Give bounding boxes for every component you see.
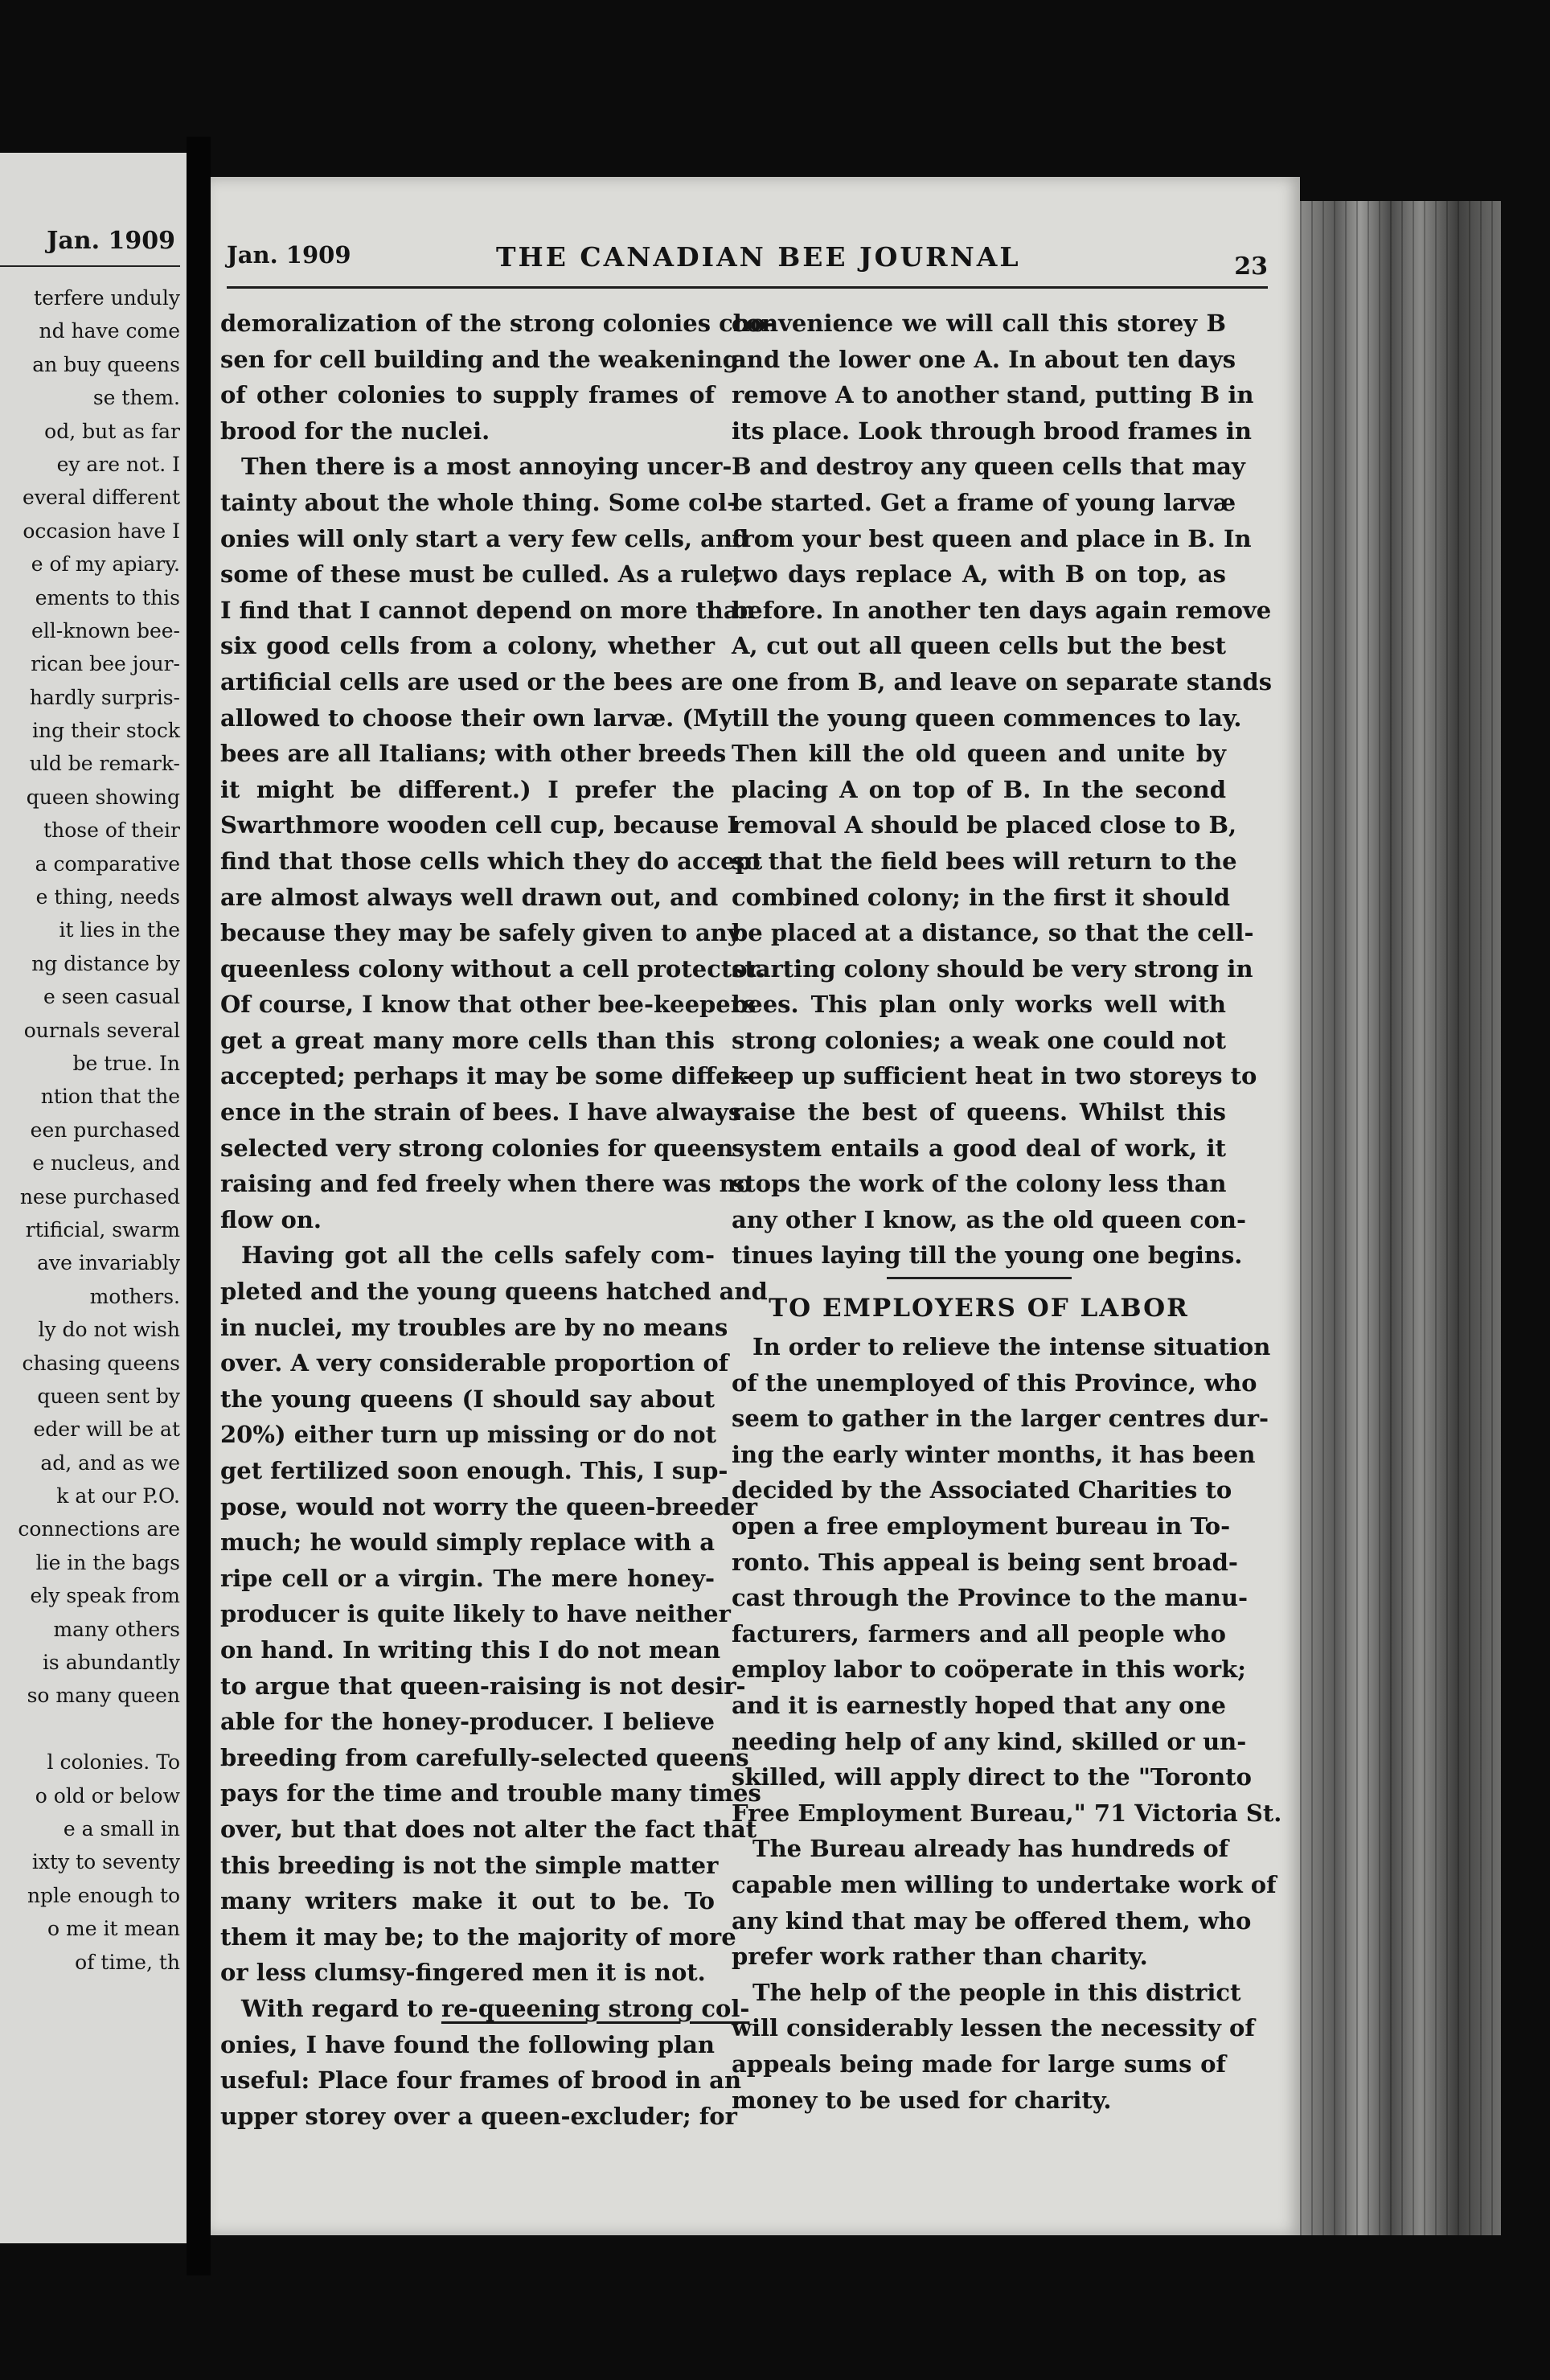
- text-line: because they may be safely given to any: [220, 919, 741, 947]
- text-line: placing A on top of B. In the second: [732, 775, 1226, 803]
- text-line: employ labor to coöperate in this work;: [732, 1656, 1246, 1684]
- text-line: breeding from carefully-selected queens: [220, 1743, 749, 1771]
- previous-page-line: queen sent by: [37, 1384, 180, 1408]
- text-line: some of these must be culled. As a rule,: [220, 560, 742, 589]
- previous-page-line: nd have come: [39, 319, 180, 343]
- text-line: starting colony should be very strong in: [732, 954, 1253, 983]
- previous-page-line: ad, and as we: [40, 1451, 180, 1475]
- text-line: will considerably lessen the necessity of: [732, 2014, 1255, 2042]
- text-line: remove A to another stand, putting B in: [732, 381, 1254, 409]
- text-line: With regard to re-queening strong col-: [241, 1994, 750, 2022]
- previous-page-line: queen showing: [26, 785, 180, 809]
- text-line: onies, I have found the following plan: [220, 2030, 715, 2058]
- text-line: system entails a good deal of work, it: [732, 1134, 1226, 1162]
- previous-page-line: ements to this: [35, 585, 180, 609]
- header-rule: [227, 286, 1268, 289]
- previous-page-line: rican bee jour-: [31, 652, 180, 676]
- text-line: raise the best of queens. Whilst this: [732, 1098, 1226, 1126]
- text-line: The Bureau already has hundreds of: [752, 1835, 1229, 1863]
- previous-page-line: nple enough to: [27, 1883, 180, 1907]
- text-line: convenience we will call this storey B: [732, 310, 1226, 337]
- previous-page-line: ave invariably: [37, 1251, 180, 1275]
- text-line: ripe cell or a virgin. The mere honey-: [220, 1564, 715, 1592]
- text-line: to argue that queen-raising is not desir-: [220, 1672, 746, 1700]
- text-line: onies will only start a very few cells, and: [220, 524, 749, 552]
- text-line: and it is earnestly hoped that any one: [732, 1691, 1226, 1719]
- text-line: Having got all the cells safely com-: [241, 1241, 715, 1270]
- text-line: pose, would not worry the queen-breeder: [220, 1492, 757, 1520]
- text-line: Then there is a most annoying uncer-: [241, 453, 732, 481]
- text-line: I find that I cannot depend on more than: [220, 596, 756, 624]
- previous-page-line: ely speak from: [30, 1584, 180, 1608]
- previous-page-line: ing their stock: [32, 719, 180, 743]
- text-line: open a free employment bureau in To-: [732, 1512, 1231, 1540]
- text-line: brood for the nuclei.: [220, 416, 490, 445]
- text-line: tinues laying till the young one begins.: [732, 1241, 1243, 1270]
- text-line: of the unemployed of this Province, who: [732, 1368, 1257, 1397]
- previous-page-line: many others: [53, 1617, 180, 1641]
- text-line: skilled, will apply direct to the "Toronto: [732, 1763, 1252, 1791]
- previous-page-line: ntion that the: [40, 1085, 180, 1109]
- text-line: keep up sufficient heat in two storeys to: [732, 1062, 1257, 1090]
- page-number: 23: [1234, 252, 1268, 281]
- journal-page: [211, 177, 1300, 2235]
- section-divider: [887, 1277, 1072, 1279]
- text-line: strong colonies; a weak one could not: [732, 1026, 1226, 1054]
- text-line: any other I know, as the old queen con-: [732, 1205, 1246, 1233]
- text-line: flow on.: [220, 1205, 322, 1233]
- previous-page-line: of time, th: [75, 1950, 180, 1974]
- text-line: selected very strong colonies for queen-: [220, 1134, 744, 1162]
- previous-page-line: it lies in the: [59, 918, 180, 942]
- previous-page-line: an buy queens: [32, 352, 180, 376]
- text-line: useful: Place four frames of brood in an: [220, 2066, 742, 2095]
- previous-page-line: l colonies. To: [47, 1750, 180, 1775]
- text-line: so that the field bees will return to the: [732, 847, 1237, 875]
- text-line: till the young queen commences to lay.: [732, 704, 1242, 732]
- previous-page-line: e seen casual: [43, 985, 180, 1009]
- text-line: six good cells from a colony, whether: [220, 632, 715, 660]
- previous-page-line: so many queen: [27, 1684, 180, 1708]
- text-line: and the lower one A. In about ten days: [732, 345, 1236, 373]
- previous-page-line: e a small in: [63, 1816, 180, 1840]
- previous-page-line: be true. In: [72, 1051, 180, 1075]
- text-line: appeals being made for large sums of: [732, 2050, 1226, 2078]
- text-line: cast through the Province to the manu-: [732, 1584, 1249, 1612]
- previous-page-line: [0, 1713, 180, 1746]
- previous-page-line: o me it mean: [47, 1917, 180, 1941]
- previous-page-line: everal different: [23, 486, 180, 510]
- book-page-edges: [1300, 201, 1501, 2235]
- text-line: in nuclei, my troubles are by no means: [220, 1313, 728, 1341]
- text-line: demoralization of the strong colonies cho-: [220, 310, 776, 337]
- text-line: be started. Get a frame of young larvæ: [732, 488, 1236, 516]
- previous-page-header: Jan. 1909: [47, 227, 175, 255]
- text-line: accepted; perhaps it may be some differ-: [220, 1062, 752, 1090]
- previous-page-line: terfere unduly: [34, 286, 180, 310]
- text-line: The help of the people in this district: [752, 1978, 1241, 2006]
- text-line: artificial cells are used or the bees are: [220, 667, 724, 696]
- text-line: 20%) either turn up missing or do not: [220, 1421, 716, 1449]
- previous-page-line: k at our P.O.: [56, 1484, 180, 1508]
- text-line: allowed to choose their own larvæ. (My: [220, 704, 732, 732]
- running-head: [211, 241, 1300, 281]
- text-line: them it may be; to the majority of more: [220, 1922, 736, 1951]
- text-line: Then kill the old queen and unite by: [732, 740, 1226, 768]
- text-line: of other colonies to supply frames of: [220, 381, 715, 409]
- text-line: removal A should be placed close to B,: [732, 811, 1237, 839]
- previous-page-line: ey are not. I: [56, 452, 180, 476]
- text-line: upper storey over a queen-excluder; for: [220, 2102, 737, 2130]
- text-line: seem to gather in the larger centres dur-: [732, 1405, 1269, 1433]
- text-line: over. A very considerable proportion of: [220, 1349, 729, 1377]
- previous-page-line: o old or below: [35, 1783, 180, 1808]
- text-line: two days replace A, with B on top, as: [732, 560, 1226, 589]
- text-line: are almost always well drawn out, and: [220, 883, 719, 911]
- previous-page-line: mothers.: [89, 1284, 180, 1308]
- previous-page-line: those of their: [43, 819, 180, 843]
- text-line: many writers make it out to be. To: [220, 1887, 715, 1915]
- previous-page-line: ng distance by: [31, 951, 180, 975]
- previous-page-line: uld be remark-: [29, 752, 180, 776]
- text-line: over, but that does not alter the fact that: [220, 1815, 757, 1843]
- text-line: get fertilized soon enough. This, I sup-: [220, 1457, 728, 1484]
- text-line: from your best queen and place in B. In: [732, 524, 1252, 552]
- text-line: prefer work rather than charity.: [732, 1943, 1148, 1971]
- text-line: find that those cells which they do accept: [220, 847, 763, 875]
- text-line: on hand. In writing this I do not mean: [220, 1635, 721, 1664]
- text-line: raising and fed freely when there was no: [220, 1170, 752, 1198]
- section-heading: TO EMPLOYERS OF LABOR: [769, 1294, 1189, 1323]
- text-line: decided by the Associated Charities to: [732, 1476, 1232, 1504]
- text-line: ence in the strain of bees. I have always: [220, 1098, 742, 1126]
- text-line: or less clumsy-fingered men it is not.: [220, 1959, 706, 1987]
- previous-page-line: ournals several: [23, 1018, 180, 1042]
- previous-page-line: ixty to seventy: [31, 1850, 180, 1874]
- previous-page-line: connections are: [18, 1517, 180, 1541]
- previous-page-rule: [0, 265, 180, 267]
- text-line: pays for the time and trouble many times: [220, 1779, 761, 1808]
- text-line: A, cut out all queen cells but the best: [732, 632, 1226, 660]
- text-line: its place. Look through brood frames in: [732, 416, 1252, 445]
- text-line: one from B, and leave on separate stands: [732, 667, 1273, 696]
- text-line: money to be used for charity.: [732, 2086, 1112, 2114]
- text-line: ing the early winter months, it has been: [732, 1440, 1256, 1468]
- previous-page-line: a comparative: [35, 851, 180, 876]
- text-line: be placed at a distance, so that the cell-: [732, 919, 1254, 947]
- left-column: [220, 306, 776, 2134]
- previous-page-line: lie in the bags: [35, 1550, 180, 1574]
- previous-page-line: nese purchased: [19, 1184, 180, 1208]
- text-line: needing help of any kind, skilled or un-: [732, 1727, 1247, 1755]
- text-line: before. In another ten days again remove: [732, 596, 1272, 624]
- text-line: ronto. This appeal is being sent broad-: [732, 1548, 1238, 1576]
- text-line: Swarthmore wooden cell cup, because I: [220, 811, 739, 839]
- text-line: In order to relieve the intense situation: [752, 1333, 1271, 1361]
- text-line: this breeding is not the simple matter: [220, 1851, 719, 1879]
- previous-page-line: e nucleus, and: [32, 1151, 180, 1176]
- previous-page-line: eder will be at: [33, 1418, 180, 1442]
- text-line: capable men willing to undertake work of: [732, 1870, 1277, 1898]
- text-line: facturers, farmers and all people who: [732, 1619, 1226, 1648]
- text-line: queenless colony without a cell protector.: [220, 954, 766, 983]
- previous-page-line: occasion have I: [23, 519, 180, 543]
- previous-page-line: chasing queens: [22, 1351, 180, 1375]
- running-head-date: Jan. 1909: [227, 241, 351, 269]
- right-column: [732, 306, 1282, 2118]
- text-line: bees. This plan only works well with: [732, 991, 1226, 1019]
- text-line: B and destroy any queen cells that may: [732, 453, 1245, 481]
- previous-page-line: een purchased: [30, 1118, 180, 1142]
- text-line: Of course, I know that other bee-keepers: [220, 991, 757, 1019]
- text-line: Free Employment Bureau," 71 Victoria St.: [732, 1799, 1282, 1827]
- previous-page-line: is abundantly: [42, 1651, 180, 1675]
- previous-page-line: e thing, needs: [35, 885, 180, 909]
- previous-page-line: rtificial, swarm: [25, 1217, 180, 1241]
- previous-page-line: od, but as far: [44, 419, 180, 443]
- text-line: get a great many more cells than this: [220, 1026, 715, 1054]
- previous-page-line: se them.: [92, 386, 180, 410]
- previous-page-line: ly do not wish: [38, 1318, 180, 1342]
- text-line: combined colony; in the first it should: [732, 883, 1231, 911]
- text-line: able for the honey-producer. I believe: [220, 1708, 715, 1736]
- text-line: much; he would simply replace with a: [220, 1529, 715, 1557]
- text-line: any kind that may be offered them, who: [732, 1906, 1252, 1935]
- text-line: tainty about the whole thing. Some col-: [220, 488, 737, 516]
- text-line: pleted and the young queens hatched and: [220, 1278, 768, 1306]
- text-line: producer is quite likely to have neither: [220, 1600, 731, 1628]
- text-line: sen for cell building and the weakening: [220, 345, 740, 373]
- text-line: bees are all Italians; with other breeds: [220, 740, 727, 768]
- text-line: stops the work of the colony less than: [732, 1170, 1227, 1198]
- previous-page-text: [0, 281, 180, 1979]
- previous-page-line: hardly surpris-: [29, 685, 180, 709]
- previous-page-line: e of my apiary.: [31, 552, 180, 577]
- previous-page-line: ell-known bee-: [31, 618, 180, 642]
- text-line: the young queens (I should say about: [220, 1385, 715, 1413]
- text-line: it might be different.) I prefer the: [220, 775, 715, 803]
- journal-title: THE CANADIAN BEE JOURNAL: [496, 241, 1021, 273]
- previous-page: [0, 153, 187, 2243]
- book-gutter: [187, 137, 211, 2275]
